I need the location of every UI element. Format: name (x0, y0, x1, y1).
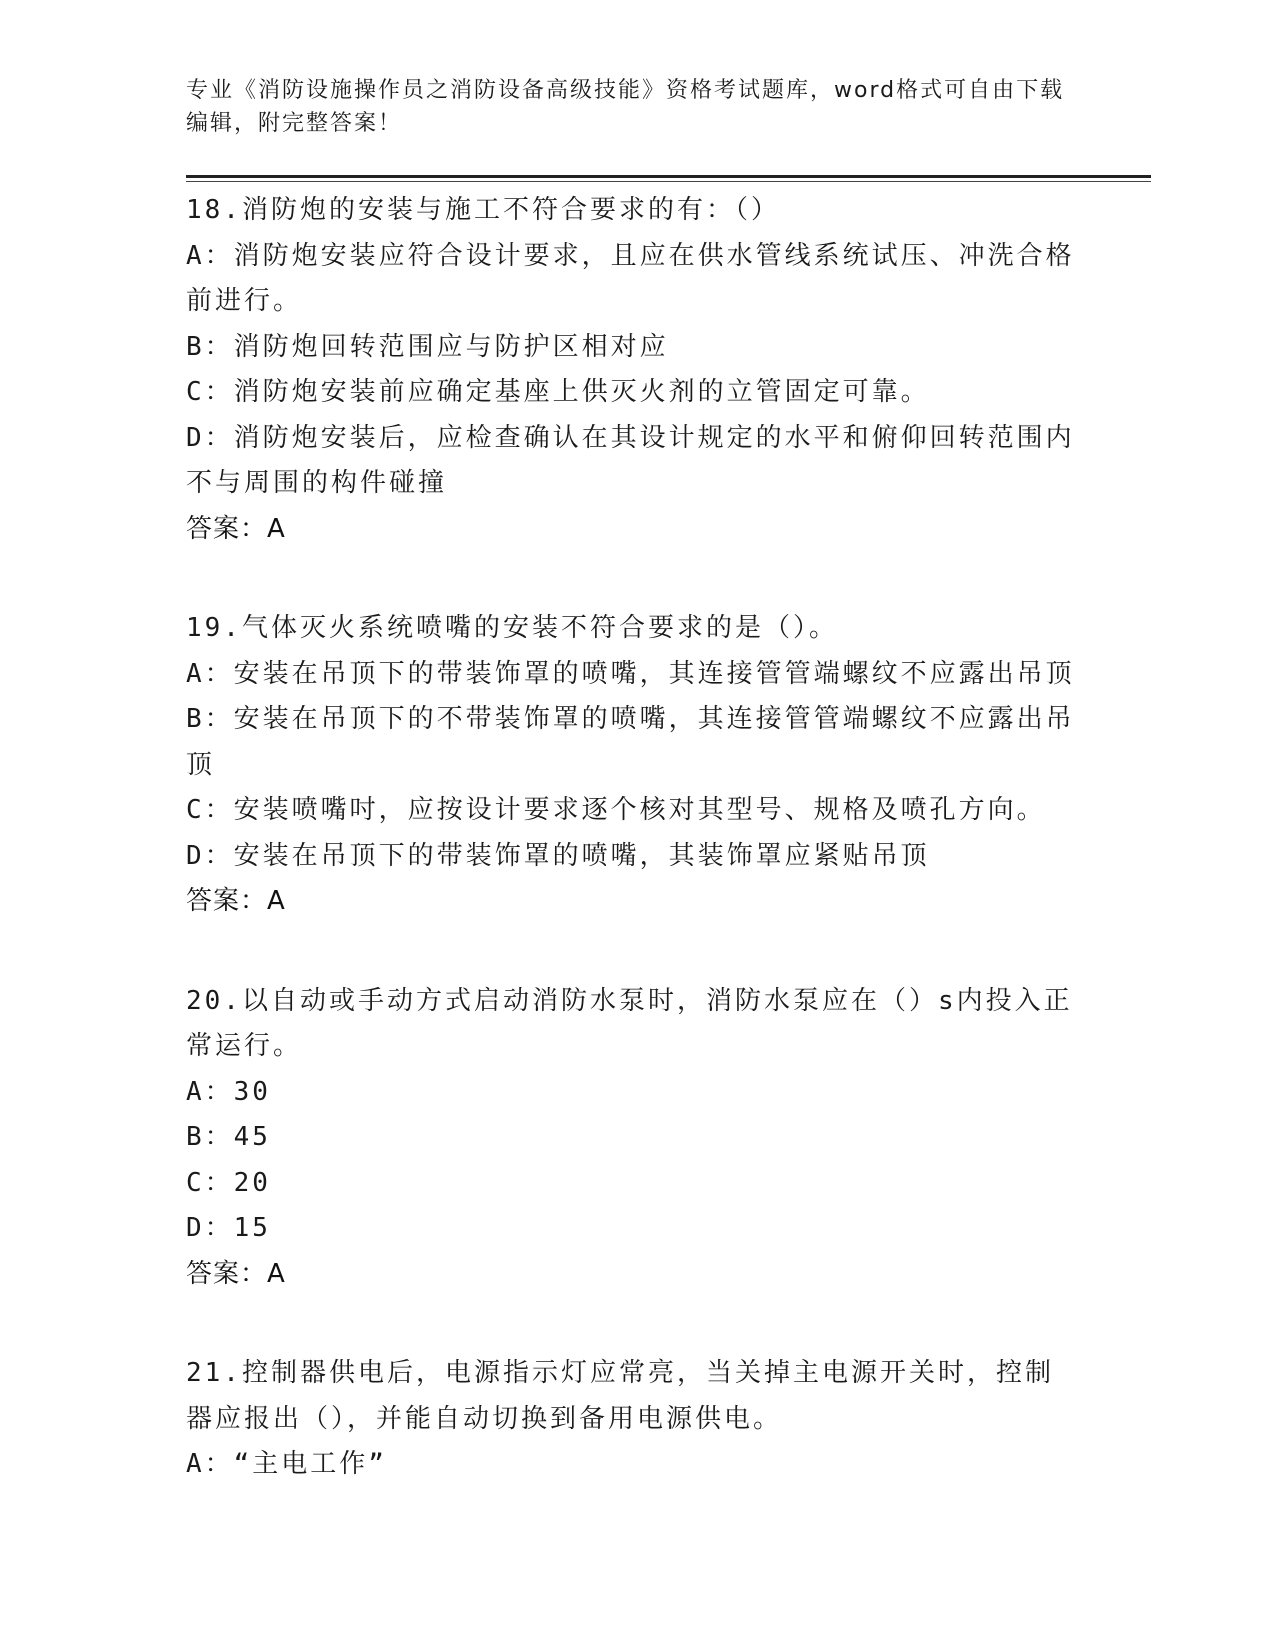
option-b: B：消防炮回转范围应与防护区相对应 (186, 331, 669, 362)
question-18 (186, 188, 1076, 552)
option-a: A：“主电工作” (186, 1449, 387, 1479)
question-stem: 20.以自动或手动方式启动消防水泵时，消防水泵应在（）s内投入正常运行。 (186, 985, 1073, 1061)
option-c: C：20 (186, 1167, 271, 1198)
answer-line: 答案：A (186, 1258, 286, 1289)
question-stem: 21.控制器供电后，电源指示灯应常亮，当关掉主电源开关时，控制器应报出（），并能自动切换到备用电源供电。 (186, 1358, 1054, 1434)
header-divider-thin (186, 181, 1151, 182)
option-a: A：消防炮安装应符合设计要求，且应在供水管线系统试压、冲洗合格前进行。 (186, 240, 1075, 316)
question-list (186, 188, 1076, 1542)
header-divider-thick (186, 175, 1151, 178)
option-b: B：安装在吊顶下的不带装饰罩的喷嘴，其连接管管端螺纹不应露出吊顶 (186, 704, 1075, 780)
option-d: D：安装在吊顶下的带装饰罩的喷嘴，其装饰罩应紧贴吊顶 (186, 840, 930, 871)
option-c: C：安装喷嘴吋，应按设计要求逐个核对其型号、规格及喷孔方向。 (186, 795, 1046, 825)
option-c: C：消防炮安装前应确定基座上供灭火剂的立管固定可靠。 (186, 377, 930, 407)
answer-line: 答案：A (186, 886, 286, 916)
option-b: B：45 (186, 1122, 271, 1152)
answer-line: 答案：A (186, 513, 286, 544)
option-a: A：30 (186, 1076, 271, 1107)
question-19 (186, 606, 1076, 925)
question-20 (186, 979, 1076, 1298)
question-21 (186, 1351, 1076, 1488)
question-stem: 19.气体灭火系统喷嘴的安装不符合要求的是（）。 (186, 613, 838, 643)
document-intro: 专业《消防设施操作员之消防设备高级技能》资格考试题库，word格式可自由下载编辑，附完整答案！ (186, 78, 1065, 136)
option-d: D：消防炮安装后，应检查确认在其设计规定的水平和俯仰回转范围内不与周围的构件碰撞 (186, 422, 1075, 498)
option-d: D：15 (186, 1213, 271, 1243)
option-a: A：安装在吊顶下的带装饰罩的喷嘴，其连接管管端螺纹不应露出吊顶 (186, 658, 1075, 689)
question-stem: 18.消防炮的安装与施工不符合要求的有：（） (186, 195, 780, 225)
